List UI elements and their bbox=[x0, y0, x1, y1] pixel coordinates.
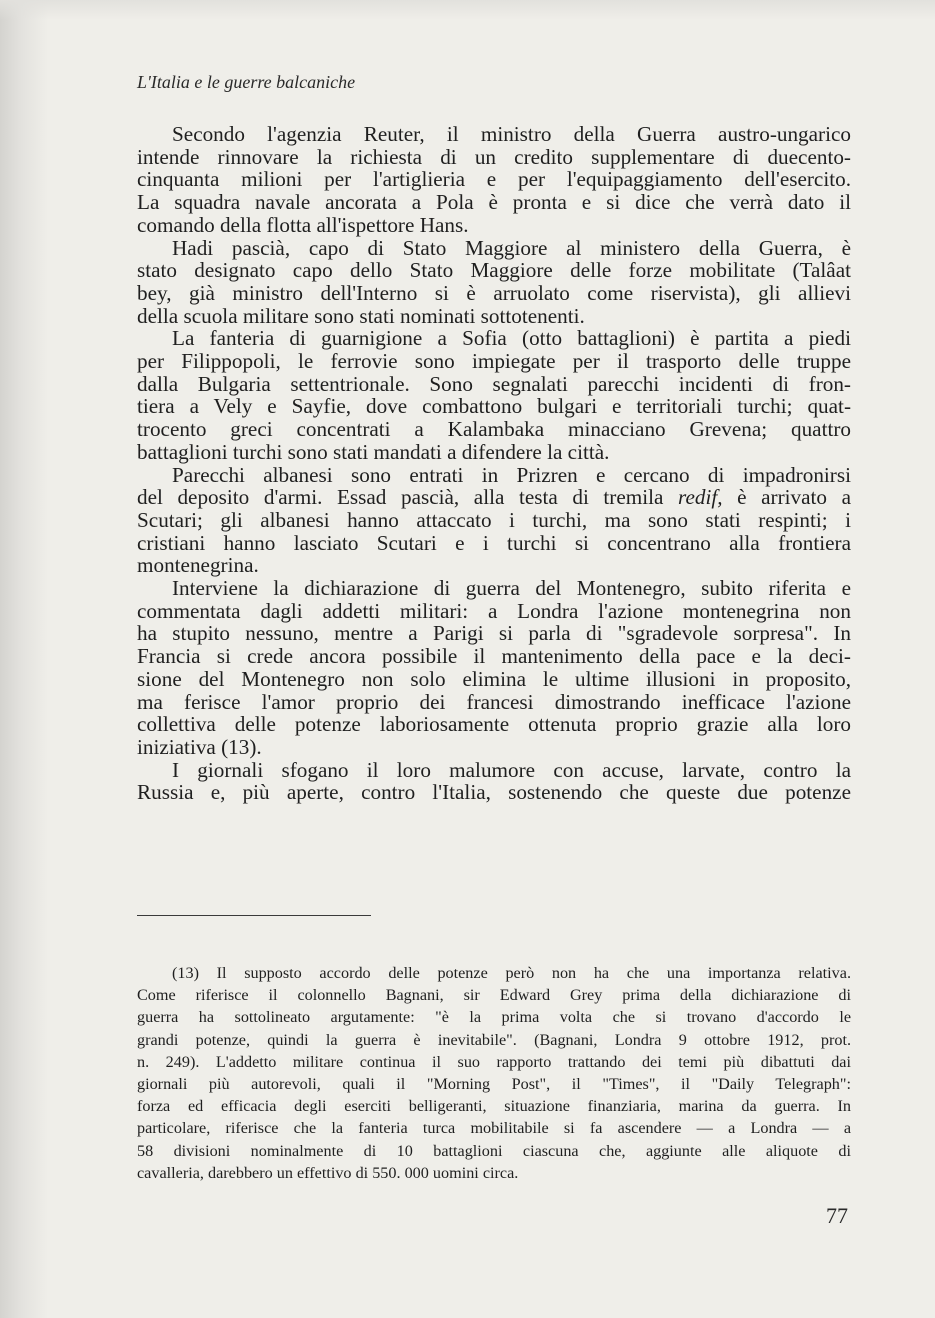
text-line: sione del Montenegro non solo elimina le ultime illusioni in proposito, bbox=[137, 666, 851, 691]
text-line: ma ferisce l'amor proprio dei francesi dimostrando inefficace l'azione bbox=[137, 689, 851, 714]
top-edge-shadow bbox=[0, 0, 935, 20]
text-line: Russia e, più aperte, contro l'Italia, sostenendo che queste due potenze bbox=[137, 780, 851, 805]
text-line-with-italic bbox=[137, 486, 851, 509]
footnote-line: forza ed efficacia degli eserciti belligeranti, situazione finanziaria, marina da guerra. In bbox=[137, 1097, 851, 1116]
italic-term: redif, bbox=[678, 485, 723, 510]
text-line: La fanteria di guarnigione a Sofia (otto battaglioni) è partita a piedi bbox=[172, 326, 851, 351]
body-text bbox=[137, 123, 851, 804]
text-line: collettiva delle potenze laboriosamente ottenuta proprio grazie alla loro bbox=[137, 712, 851, 737]
text-line-segment: è arrivato a bbox=[737, 485, 852, 510]
text-line-segment: del deposito d'armi. Essad pascià, alla testa di tremila bbox=[137, 485, 664, 510]
text-line: dalla Bulgaria settentrionale. Sono segnalati parecchi incidenti di fron- bbox=[137, 371, 851, 396]
footnote-line: 58 divisioni nominalmente di 10 battaglioni ciascuna che, aggiunte alle aliquote di bbox=[137, 1141, 851, 1160]
text-line: Scutari; gli albanesi hanno attaccato i turchi, ma sono stati respinti; i bbox=[137, 507, 851, 532]
footnote-divider bbox=[137, 915, 371, 916]
text-line: ha stupito nessuno, mentre a Parigi si parla di "sgradevole sorpresa". In bbox=[137, 621, 851, 646]
text-line: tiera a Vely e Sayfie, dove combattono bulgari e territoriali turchi; quat- bbox=[137, 394, 851, 419]
text-line: bey, già ministro dell'Interno si è arruolato come riservista), gli allievi bbox=[137, 280, 851, 305]
text-line: intende rinnovare la richiesta di un credito supplementare di duecento- bbox=[137, 144, 851, 169]
footnote-line: giornali più autorevoli, quali il "Morning Post", il "Times", il "Daily Telegraph": bbox=[137, 1075, 851, 1094]
footnote-line: guerra ha sottolineato argutamente: "è la prima volta che si trovano d'accordo le bbox=[137, 1008, 851, 1027]
footnote-line: n. 249). L'addetto militare continua il suo rapporto trattando dei temi più dibattuti dai bbox=[137, 1052, 851, 1071]
footnote-line: cavalleria, darebbero un effettivo di 550. 000 uomini circa. bbox=[137, 1163, 519, 1182]
text-line: comando della flotta all'ispettore Hans. bbox=[137, 212, 469, 237]
text-line: trocento greci concentrati a Kalambaka minacciano Grevena; quattro bbox=[137, 417, 851, 442]
footnote-line: grandi potenze, quindi la guerra è inevitabile". (Bagnani, Londra 9 ottobre 1912, prot. bbox=[137, 1030, 851, 1049]
text-line: iniziativa (13). bbox=[137, 734, 262, 759]
text-line: I giornali sfogano il loro malumore con accuse, larvate, contro la bbox=[172, 757, 851, 782]
text-line: battaglioni turchi sono stati mandati a difendere la città. bbox=[137, 439, 610, 464]
page-number: 77 bbox=[826, 1203, 848, 1228]
footnote-line: Come riferisce il colonnello Bagnani, sir Edward Grey prima della dichiarazione di bbox=[137, 986, 851, 1005]
text-line: cristiani hanno lasciato Scutari e i turchi si concentrano alla frontiera bbox=[137, 530, 851, 555]
binding-shadow bbox=[0, 0, 48, 1318]
footnote-line: (13) Il supposto accordo delle potenze però non ha che una importanza relativa. bbox=[172, 964, 851, 982]
text-line: Interviene la dichiarazione di guerra del Montenegro, subito riferita e bbox=[172, 576, 851, 601]
text-line: Hadi pascià, capo di Stato Maggiore al ministero della Guerra, è bbox=[172, 235, 851, 260]
text-line: stato designato capo dello Stato Maggiore delle forze mobilitate (Talâat bbox=[137, 258, 851, 283]
footnote bbox=[137, 962, 851, 1184]
running-head: L'Italia e le guerre balcaniche bbox=[137, 72, 356, 92]
text-line: Secondo l'agenzia Reuter, il ministro della Guerra austro-ungarico bbox=[172, 122, 851, 146]
text-line: Parecchi albanesi sono entrati in Prizren e cercano di impadronirsi bbox=[172, 462, 851, 487]
text-line: Francia si crede ancora possibile il mantenimento della pace e la deci- bbox=[137, 644, 851, 669]
text-line: La squadra navale ancorata a Pola è pronta e si dice che verrà dato il bbox=[137, 190, 851, 215]
text-line: della scuola militare sono stati nominati sottotenenti. bbox=[137, 303, 585, 328]
text-line: commentata dagli addetti militari: a Londra l'azione montenegrina non bbox=[137, 598, 851, 623]
text-line: montenegrina. bbox=[137, 553, 259, 578]
text-line: cinquanta milioni per l'artiglieria e per l'equipaggiamento dell'esercito. bbox=[137, 167, 851, 192]
footnote-line: particolare, riferisce che la fanteria turca mobilitabile si fa ascendere — a Londra — a bbox=[137, 1119, 851, 1138]
text-line: per Filippopoli, le ferrovie sono impiegate per il trasporto delle truppe bbox=[137, 349, 851, 374]
